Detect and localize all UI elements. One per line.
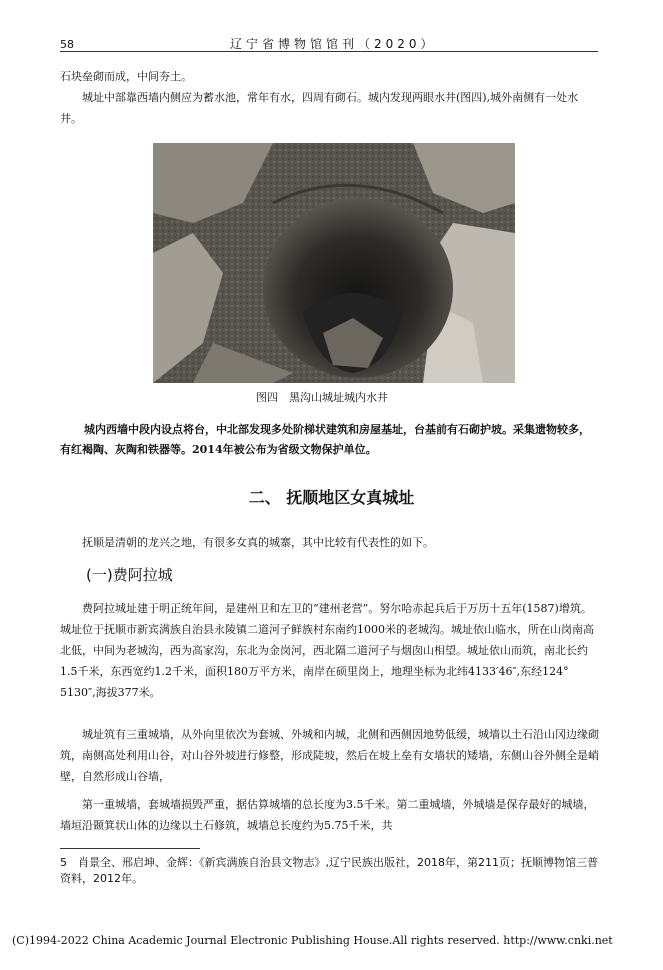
well-photo <box>153 143 515 383</box>
body-paragraph-2: 城址筑有三重城墙，从外向里依次为套城、外城和内城，北侧和西侧因地势低缓，城墙以土石沿山冈边缘砌筑，南侧高处利用山谷，对山谷外坡进行修整，形成陡坡，然后在坡上垒有女墙状的矮墙，东侧山谷外侧全是峭壁，自然形成山谷墙， <box>60 728 599 783</box>
header-rule <box>60 51 598 52</box>
body-paragraph-3: 第一重城墙，套城墙损毁严重，据估算城墙的总长度为3.5千米。第二重城墙，外城墙是保存最好的城墙，墙垣沿颞箕状山体的边缘以土石修筑，城墙总长度约为5.75千米，共 <box>60 798 595 832</box>
well-photo-graphic <box>153 143 515 383</box>
section-heading: 二、 抚顺地区女真城址 <box>248 488 415 507</box>
figure-caption: 图四 黑沟山城址城内水井 <box>256 391 388 404</box>
copyright-line: (C)1994-2022 China Academic Journal Electronic Publishing House.All rights reserved. http://www.cnki.net <box>12 934 613 947</box>
intro-paragraph: 抚顺是清朝的龙兴之地，有很多女真的城寨，其中比较有代表性的如下。 <box>82 536 434 549</box>
paragraph-continuation <box>60 66 600 129</box>
footnote-rule <box>60 848 200 849</box>
footnote: 5 肖景全、邢启坤、金辉：《新宾满族自治县文物志》,辽宁民族出版社，2018年，第211页；抚顺博物馆三普资料，2012年。 <box>60 856 598 885</box>
journal-title: 辽宁省博物馆馆刊（2020） <box>230 37 437 51</box>
page-number: 58 <box>60 38 74 51</box>
paragraph-text: 石块垒砌而成，中间夯土。 <box>60 70 192 83</box>
body-paragraph-1: 费阿拉城址建于明正统年间，是建州卫和左卫的“建州老营”。努尔哈赤起兵后于万历十五年(1587)增筑。城址位于抚顺市新宾满族自治县永陵镇二道河子鲜族村东南约1000米的老城沟。城址依山临水，所在山岗南高北低，中间为老城沟，西为高家沟，东北为金岗河，西北隔二道河子与烟囱山相望。城址依山而筑，南北长约1.5千米，东西宽约1.2千米，面积180万平方米，南岸在硕里岗上，地理坐标为北纬4133′46″,东经124° 5130″,海拔377米。 <box>60 602 594 699</box>
paragraph-text: 城内西墙中段内设点将台，中北部发现多处阶梯状建筑和房屋基址，台基前有石砌护坡。采集遗物较多，有红褐陶、灰陶和铁器等。2014年被公布为省级文物保护单位。 <box>60 423 590 456</box>
subsection-heading: (一)费阿拉城 <box>86 566 173 584</box>
paragraph-text: 城址中部靠西墙内侧应为蓄水池，常年有水，四周有砌石。城内发现两眼水井(图四),城外南侧有一处水井。 <box>60 91 579 125</box>
bold-paragraph <box>60 420 600 460</box>
